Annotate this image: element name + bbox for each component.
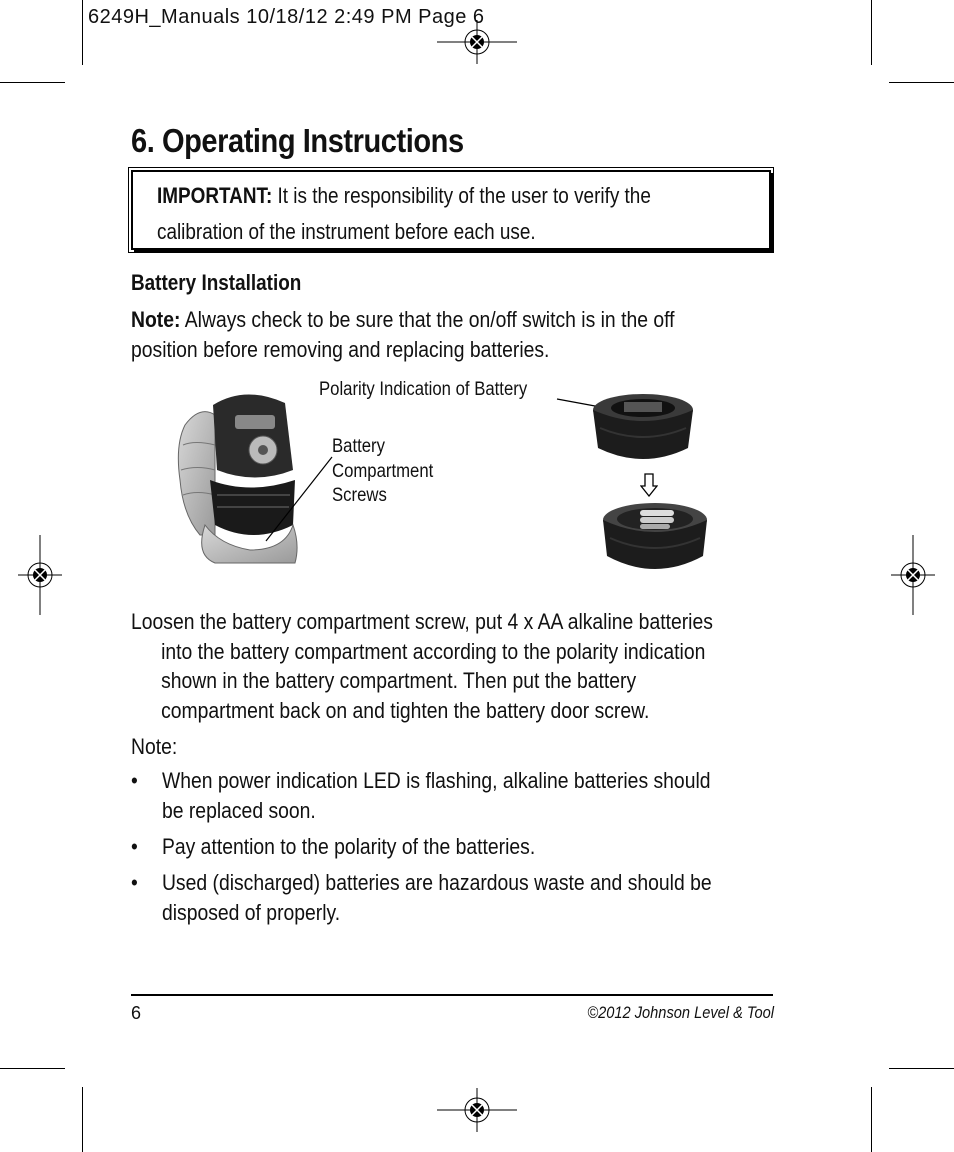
note-paragraph [131,305,767,364]
instructions-line-3: shown in the battery compartment. Then put the battery [161,668,637,693]
screws-label-line-2: Compartment [332,461,434,482]
page-number: 6 [131,1003,142,1023]
important-label: IMPORTANT: [157,183,273,208]
note-line-1: Always check to be sure that the on/off switch is in the off [180,307,675,332]
page-title: 6. Operating Instructions [131,122,464,159]
crop-mark-bottom-left-v [82,1087,83,1152]
note-line-2: position before removing and replacing batteries. [131,336,550,362]
section-heading-battery-installation: Battery Installation [131,270,302,295]
important-notice-box [131,170,771,250]
crop-mark-bottom-right-h [889,1068,954,1069]
registration-mark-top [437,20,517,64]
bullet-1-line-1: When power indication LED is flashing, alkaline batteries should [161,768,711,793]
bullet-item-1 [131,766,767,825]
important-line-1: It is the responsibility of the user to verify the [272,183,651,208]
registration-mark-left [18,535,62,615]
registration-mark-bottom [437,1088,517,1132]
bullet-3-line-2: disposed of properly. [161,899,341,925]
bullet-item-2 [131,832,767,862]
arrow-down-icon [640,473,658,497]
crop-mark-bottom-right-v [871,1087,872,1152]
crop-mark-top-left-v [82,0,83,65]
bullet-symbol: • [131,834,138,859]
screws-pointer-line [260,455,340,545]
screws-label-line-3: Screws [332,485,387,506]
screws-label-line-1: Battery [332,436,385,457]
instructions-line-1: Loosen the battery compartment screw, put 4 x AA alkaline batteries [131,609,713,634]
copyright-notice: ©2012 Johnson Level & Tool [587,1003,774,1022]
crop-mark-top-right-v [871,0,872,65]
crop-mark-top-right-h [889,82,954,83]
polarity-label: Polarity Indication of Battery [319,379,528,400]
bullet-symbol: • [131,870,138,895]
bullet-symbol: • [131,768,138,793]
battery-compartment-open-photo [588,388,698,468]
battery-compartment-with-batteries-photo [598,498,713,578]
bullet-3-line-1: Used (discharged) batteries are hazardous waste and should be [161,870,712,895]
instructions-line-4: compartment back on and tighten the battery door screw. [161,697,650,723]
important-line-2: calibration of the instrument before each use. [157,219,536,244]
instructions-paragraph [131,607,767,725]
bullet-item-3 [131,868,767,927]
bullet-2-line-1: Pay attention to the polarity of the batteries. [161,834,536,859]
crop-mark-bottom-left-h [0,1068,65,1069]
note-list-label: Note: [131,734,178,759]
bullet-1-line-2: be replaced soon. [161,797,316,823]
footer-rule [131,994,773,996]
important-notice-text [157,178,716,250]
registration-mark-right [891,535,935,615]
print-slug: 6249H_Manuals 10/18/12 2:49 PM Page 6 [88,6,485,28]
crop-mark-top-left-h [0,82,65,83]
battery-figure [170,370,730,585]
note-label: Note: [131,307,181,332]
instructions-line-2: into the battery compartment according to the polarity indication [161,638,706,664]
